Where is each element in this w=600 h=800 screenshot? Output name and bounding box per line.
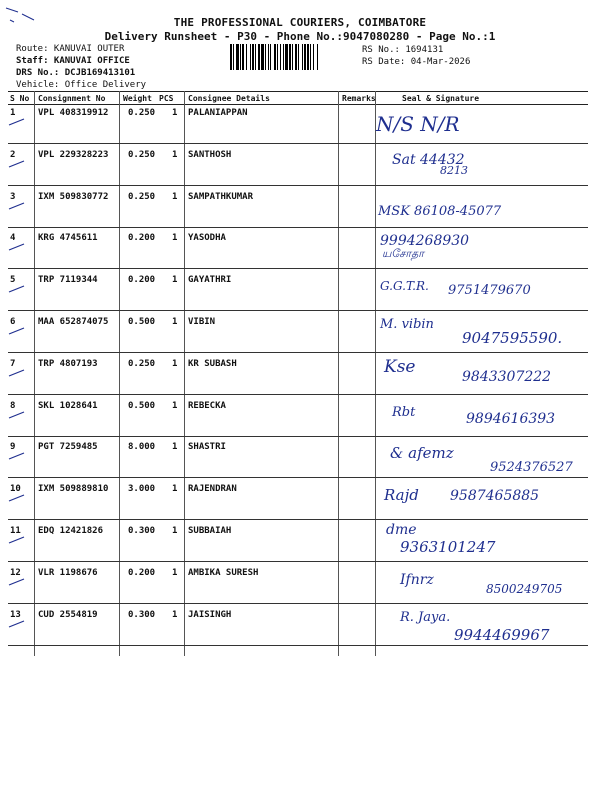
checkmark-icon	[8, 369, 26, 377]
row-pcs: 1	[172, 526, 178, 536]
barcode-bar	[250, 44, 251, 70]
row-sno: 8	[10, 400, 16, 411]
row-consignee: SHASTRI	[188, 442, 226, 453]
row-consignee: SAMPATHKUMAR	[188, 191, 254, 202]
handwritten-phone: 9944469967	[454, 625, 550, 644]
row-consignee: RAJENDRAN	[188, 484, 237, 495]
row-sno: 3	[10, 191, 16, 202]
runsheet-subtitle: Delivery Runsheet - P30 - Phone No.:9047080280 - Page No.:1	[104, 30, 496, 43]
row-consignee: GAYATHRI	[188, 275, 232, 286]
table-row	[0, 233, 600, 275]
row-weight: 0.500	[128, 317, 156, 327]
handwritten-phone: 9751479670	[448, 283, 531, 299]
handwritten-signature: MSK 86108-45077	[378, 203, 502, 219]
row-consignment-no: CUD 2554819	[38, 609, 98, 620]
handwritten-signature: Sat 44432	[392, 151, 465, 168]
handwritten-signature: & afemz	[390, 444, 454, 463]
row-pcs: 1	[172, 442, 178, 453]
row-consignee: SUBBAIAH	[188, 526, 232, 536]
row-consignment-no: KRG 4745611	[38, 233, 98, 244]
barcode-bar	[258, 44, 260, 70]
row-pcs: 1	[172, 567, 178, 578]
row-consignment-no: MAA 652874075	[38, 317, 109, 327]
row-weight: 0.500	[128, 400, 156, 411]
row-consignee: KR SUBASH	[188, 358, 237, 369]
table-row	[0, 275, 600, 317]
row-sno: 6	[10, 317, 16, 327]
row-sno: 2	[10, 149, 16, 160]
row-consignment-no: VPL 408319912	[38, 108, 109, 118]
row-consignment-no: IXM 509830772	[38, 191, 109, 202]
barcode	[230, 44, 358, 70]
row-pcs: 1	[172, 400, 178, 411]
drs-label: DRS No.: DCJB169413101	[16, 68, 136, 78]
handwritten-signature: N/S N/R	[376, 112, 460, 136]
table-row	[0, 401, 600, 443]
table-row	[0, 192, 600, 234]
row-sno: 1	[10, 108, 16, 118]
row-divider	[8, 143, 588, 144]
barcode-bar	[310, 44, 311, 70]
barcode-bar	[236, 44, 239, 70]
row-divider	[8, 645, 588, 646]
row-consignment-no: IXM 509889810	[38, 484, 109, 495]
barcode-bar	[255, 44, 256, 70]
route-label: Route: KANUVAI OUTER	[16, 44, 125, 54]
row-pcs: 1	[172, 275, 178, 286]
row-pcs: 1	[172, 484, 178, 495]
row-sno: 7	[10, 358, 16, 369]
handwritten-signature: Rbt	[392, 404, 416, 420]
table-row	[0, 150, 600, 192]
row-divider	[8, 436, 588, 437]
barcode-bar	[289, 44, 291, 70]
row-divider	[8, 519, 588, 520]
barcode-bar	[298, 44, 299, 70]
row-divider	[8, 227, 588, 228]
checkmark-icon	[8, 202, 26, 210]
row-divider	[8, 352, 588, 353]
row-divider	[8, 185, 588, 186]
row-weight: 0.250	[128, 108, 156, 118]
barcode-bar	[304, 44, 306, 70]
row-consignment-no: EDQ 12421826	[38, 526, 104, 536]
row-pcs: 1	[172, 191, 178, 202]
handwritten-signature: 9994268930	[380, 233, 470, 250]
row-consignee: REBECKA	[188, 400, 226, 411]
row-weight: 0.250	[128, 358, 156, 369]
row-sno: 12	[10, 567, 21, 578]
row-consignment-no: TRP 7119344	[38, 275, 98, 286]
row-consignment-no: TRP 4807193	[38, 358, 98, 369]
barcode-bar	[233, 44, 234, 70]
table-row	[0, 317, 600, 359]
row-pcs: 1	[172, 358, 178, 369]
row-divider	[8, 561, 588, 562]
col-header-remarks: Remarks	[342, 94, 376, 103]
row-consignment-no: VLR 1198676	[38, 567, 98, 578]
col-header-pcs: PCS	[159, 94, 174, 103]
row-consignee: PALANIAPPAN	[188, 108, 248, 118]
handwritten-signature: G.G.T.R.	[380, 279, 429, 294]
checkmark-icon	[8, 327, 26, 335]
row-divider	[8, 394, 588, 395]
barcode-bar	[302, 44, 303, 70]
row-consignee: SANTHOSH	[188, 149, 232, 160]
barcode-bar	[242, 44, 244, 70]
col-header-seal-signature: Seal & Signature	[402, 94, 480, 103]
barcode-bar	[292, 44, 293, 70]
barcode-bar	[252, 44, 254, 70]
row-divider	[8, 268, 588, 269]
barcode-bar	[295, 44, 297, 70]
table-row	[0, 484, 600, 526]
barcode-bar	[265, 44, 266, 70]
row-divider	[8, 603, 588, 604]
rs-date: RS Date: 04-Mar-2026	[362, 57, 471, 67]
barcode-bar	[313, 44, 314, 70]
barcode-bar	[246, 44, 247, 70]
checkmark-icon	[8, 243, 26, 251]
vehicle-label: Vehicle: Office Delivery	[16, 80, 147, 90]
row-consignee: VIBIN	[188, 317, 216, 327]
table-row	[0, 522, 600, 568]
handwritten-phone: 8213	[440, 163, 468, 177]
table-row	[0, 108, 600, 150]
barcode-bar	[230, 44, 232, 70]
row-sno: 11	[10, 526, 21, 536]
row-sno: 13	[10, 609, 21, 620]
row-pcs: 1	[172, 149, 178, 160]
checkmark-icon	[8, 118, 26, 126]
staff-label: Staff: KANUVAI OFFICE	[16, 56, 130, 66]
col-header-consignee: Consignee Details	[188, 94, 270, 103]
row-sno: 5	[10, 275, 16, 286]
table-row	[0, 610, 600, 652]
barcode-bar	[285, 44, 288, 70]
row-consignee: YASODHA	[188, 233, 226, 244]
checkmark-icon	[8, 536, 26, 544]
row-weight: 0.250	[128, 191, 156, 202]
handwritten-signature: dme	[386, 522, 417, 538]
row-weight: 0.250	[128, 149, 156, 160]
table-top-rule	[8, 91, 588, 92]
handwritten-phone: 8500249705	[486, 581, 563, 596]
row-consignee: JAISINGH	[188, 609, 232, 620]
table-header-rule	[8, 104, 588, 105]
table-row	[0, 568, 600, 610]
row-consignment-no: VPL 229328223	[38, 149, 109, 160]
row-weight: 0.200	[128, 275, 156, 286]
row-weight: 3.000	[128, 484, 156, 495]
handwritten-phone: யசோதா	[382, 247, 424, 261]
row-weight: 0.300	[128, 609, 156, 620]
handwritten-phone: 9047595590.	[462, 329, 563, 347]
col-header-consignment: Consignment No	[38, 94, 106, 103]
row-sno: 9	[10, 442, 16, 453]
barcode-bar	[268, 44, 269, 70]
handwritten-signature: R. Jaya.	[400, 609, 451, 625]
checkmark-icon	[8, 620, 26, 628]
company-title: THE PROFESSIONAL COURIERS, COIMBATORE	[173, 16, 427, 29]
handwritten-phone: 9524376527	[490, 460, 573, 476]
handwritten-phone: 9363101247	[400, 538, 496, 556]
row-pcs: 1	[172, 108, 178, 118]
row-weight: 8.000	[128, 442, 156, 453]
barcode-bar	[261, 44, 264, 70]
row-consignment-no: PGT 7259485	[38, 442, 98, 453]
checkmark-icon	[8, 160, 26, 168]
row-consignee: AMBIKA SURESH	[188, 567, 259, 578]
handwritten-phone: 9843307222	[462, 368, 552, 385]
row-weight: 0.200	[128, 233, 156, 244]
row-weight: 0.300	[128, 526, 156, 536]
checkmark-icon	[8, 494, 26, 502]
handwritten-phone: 9894616393	[466, 410, 556, 427]
barcode-bar	[283, 44, 284, 70]
row-divider	[8, 477, 588, 478]
handwritten-signature: Rajd	[384, 486, 419, 505]
barcode-bar	[307, 44, 309, 70]
table-row	[0, 442, 600, 484]
row-sno: 10	[10, 484, 21, 495]
checkmark-icon	[8, 452, 26, 460]
col-header-weight: Weight	[123, 94, 152, 103]
col-header-sno: S No	[10, 94, 30, 103]
checkmark-icon	[8, 411, 26, 419]
row-weight: 0.200	[128, 567, 156, 578]
row-pcs: 1	[172, 609, 178, 620]
barcode-bar	[317, 44, 318, 70]
checkmark-icon	[8, 285, 26, 293]
table-row	[0, 356, 600, 401]
row-consignment-no: SKL 1028641	[38, 400, 98, 411]
checkmark-icon	[8, 578, 26, 586]
row-divider	[8, 310, 588, 311]
barcode-bar	[277, 44, 278, 70]
handwritten-signature: M. vibin	[380, 317, 434, 332]
barcode-bar	[274, 44, 276, 70]
barcode-bar	[280, 44, 281, 70]
handwritten-phone: 9587465885	[450, 488, 540, 505]
handwritten-signature: Ifnrz	[400, 571, 434, 588]
barcode-bar	[270, 44, 271, 70]
handwritten-signature: Kse	[384, 356, 416, 377]
row-pcs: 1	[172, 317, 178, 327]
barcode-bar	[240, 44, 241, 70]
row-sno: 4	[10, 233, 16, 244]
row-pcs: 1	[172, 233, 178, 244]
rs-number: RS No.: 1694131	[362, 45, 444, 55]
